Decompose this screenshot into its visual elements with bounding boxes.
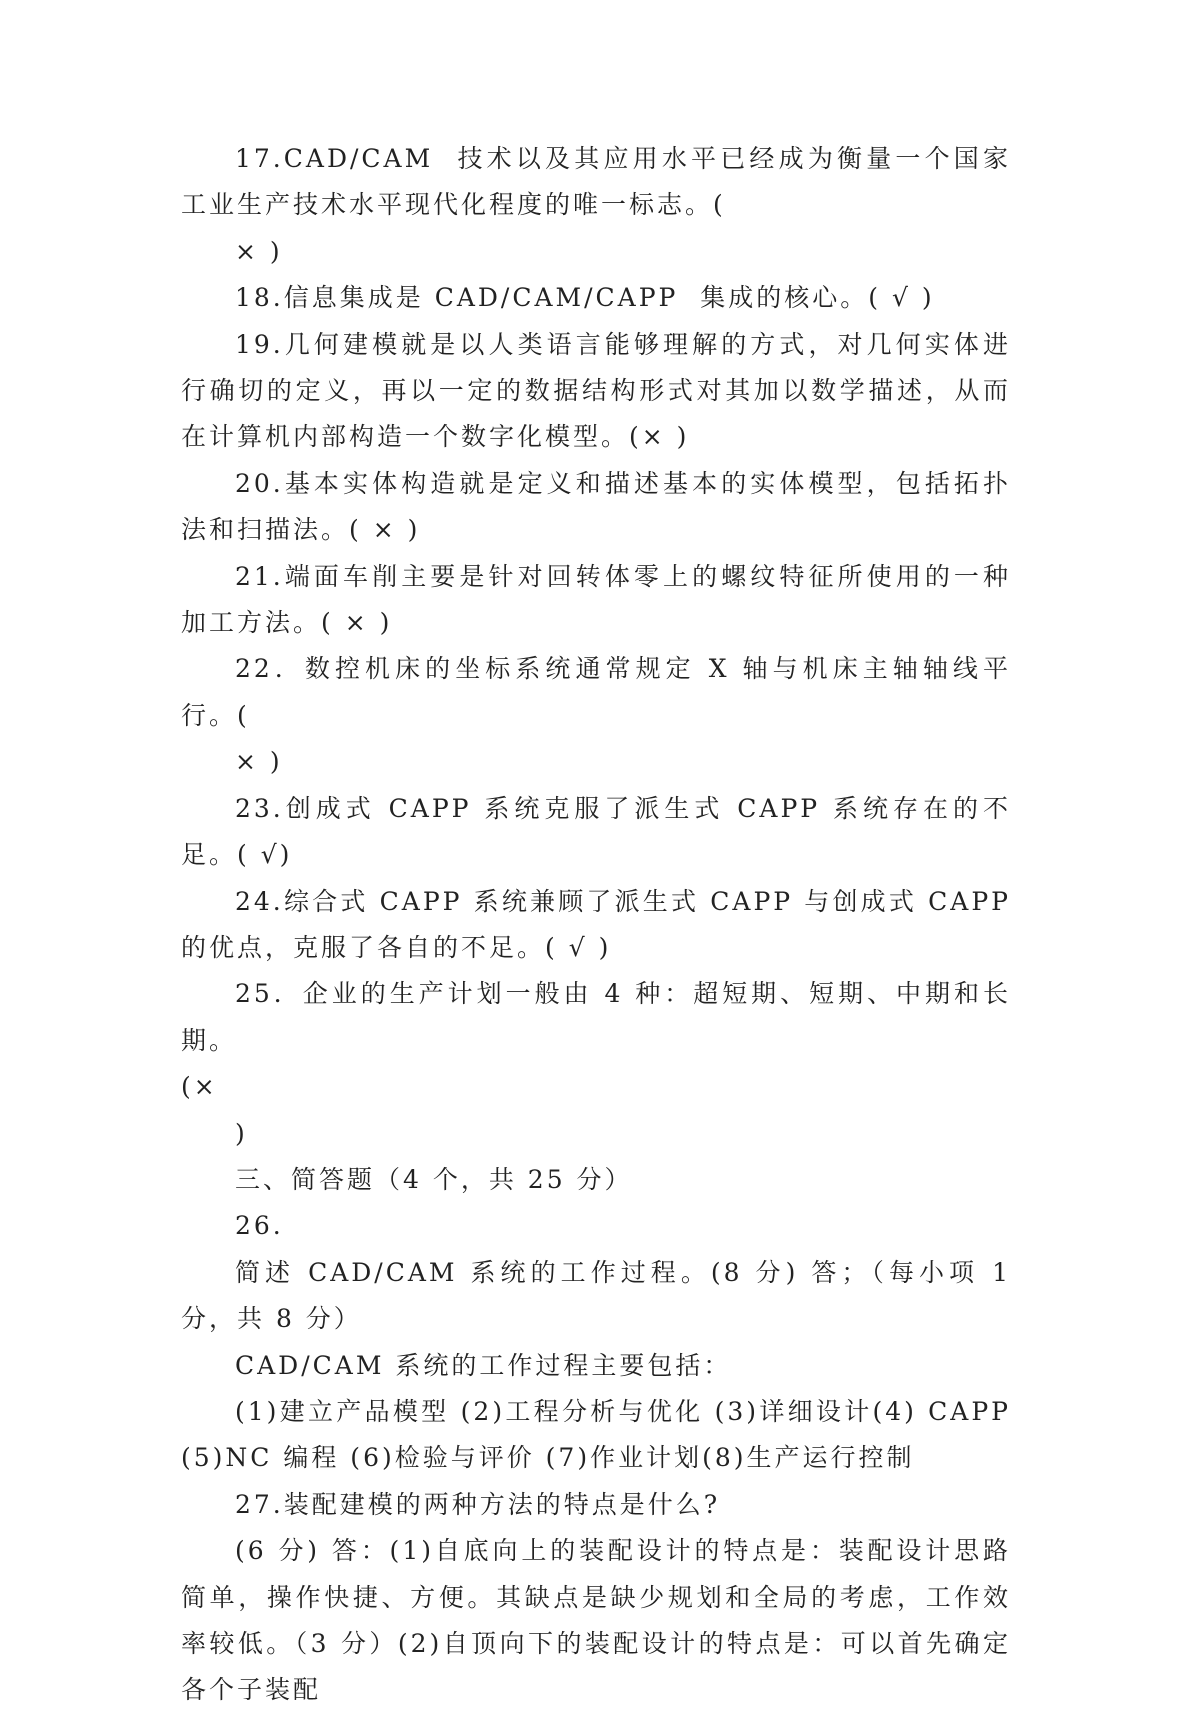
paragraph-q17-ans: × ): [235, 236, 283, 266]
paragraph-q25-ans-b: ): [235, 1118, 248, 1148]
paragraph-q17: 17.CAD/CAM 技术以及其应用水平已经成为衡量一个国家工业生产技术水平现代化程度的唯一标志。(: [181, 144, 1011, 220]
paragraph-q24: 24.综合式 CAPP 系统兼顾了派生式 CAPP 与创成式 CAPP 的优点，克服了各自的不足。( √ ): [181, 886, 1022, 962]
paragraph-q26-b: (1)建立产品模型 (2)工程分析与优化 (3)详细设计(4) CAPP (5)NC 编程 (6)检验与评价 (7)作业计划(8)生产运行控制: [181, 1396, 1022, 1473]
document-body: [181, 136, 1022, 1714]
paragraph-q26: 简述 CAD/CAM 系统的工作过程。(8 分) 答；（每小项 1 分，共 8 分）: [181, 1257, 1022, 1334]
paragraph-q27-a: (6 分) 答：(1)自底向上的装配设计的特点是：装配设计思路简单，操作快捷、方便。其缺点是缺少规划和全局的考虑，工作效率较低。（3 分）(2)自顶向下的装配设计的特点是：可以首先确定各个子装配: [181, 1536, 1011, 1705]
paragraph-q26-num: 26.: [235, 1211, 284, 1241]
paragraph-q27: 27.装配建模的两种方法的特点是什么?: [235, 1489, 721, 1519]
paragraph-q25: 25．企业的生产计划一般由 4 种：超短期、短期、中期和长期。: [181, 979, 1011, 1055]
paragraph-q26-a: CAD/CAM 系统的工作过程主要包括：: [235, 1350, 732, 1380]
paragraph-q22-ans: × ): [235, 747, 283, 777]
paragraph-q21: 21.端面车削主要是针对回转体零上的螺纹特征所使用的一种加工方法。( × ): [181, 561, 1011, 638]
paragraph-q20: 20.基本实体构造就是定义和描述基本的实体模型，包括拓扑法和扫描法。( × ): [181, 468, 1011, 545]
paragraph-q18: 18.信息集成是 CAD/CAM/CAPP 集成的核心。( √ ): [235, 283, 935, 313]
paragraph-q23: 23.创成式 CAPP 系统克服了派生式 CAPP 系统存在的不足。( √): [181, 793, 1011, 870]
paragraph-q19: 19.几何建模就是以人类语言能够理解的方式，对几何实体进行确切的定义，再以一定的数据结构形式对其加以数学描述，从而在计算机内部构造一个数字化模型。(× ): [181, 329, 1011, 452]
paragraph-q25-ans-a: (×: [181, 1072, 218, 1102]
paragraph-section-3: 三、简答题（4 个，共 25 分）: [235, 1164, 633, 1194]
paragraph-q22: 22．数控机床的坐标系统通常规定 X 轴与机床主轴轴线平行。(: [181, 654, 1011, 730]
